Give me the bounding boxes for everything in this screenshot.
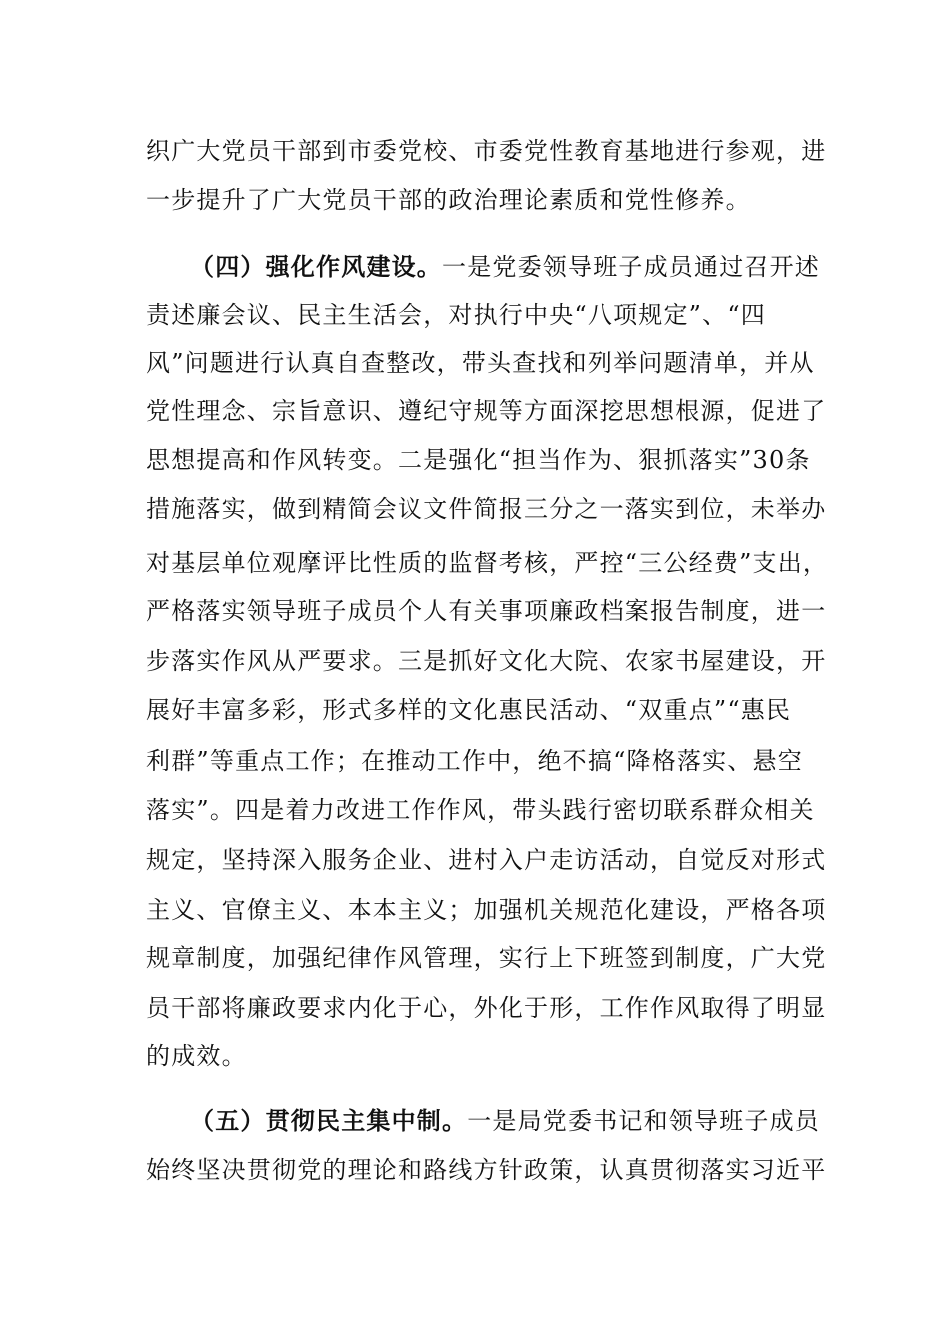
line-text: 织广大党员干部到市委党校、市委党性教育基地进行参观，进 <box>146 137 827 165</box>
paragraph-line <box>146 641 827 681</box>
line-text: 责述廉会议、民主生活会，对执行中央“八项规定”、“四 <box>146 301 767 329</box>
paragraph-line <box>146 440 811 480</box>
paragraph-line <box>146 790 815 830</box>
line-text: 思想提高和作风转变。二是强化“担当作为、狠抓落实”30条 <box>146 446 811 474</box>
paragraph-line <box>146 180 802 220</box>
section-five-first-line <box>190 1101 821 1141</box>
line-text: 对基层单位观摩评比性质的监督考核，严控“三公经费”支出， <box>146 549 829 577</box>
line-text: 落实”。四是着力改进工作作风，带头践行密切联系群众相关 <box>146 796 815 824</box>
paragraph-line <box>146 591 827 631</box>
section-four-first-line <box>190 247 820 287</box>
line-text: 主义、官僚主义、本本主义；加强机关规范化建设，严格各项 <box>146 896 827 924</box>
line-text: 措施落实，做到精简会议文件简报三分之一落实到位，未举办 <box>146 495 827 523</box>
paragraph-line <box>146 1036 802 1076</box>
paragraph-line <box>146 343 815 383</box>
line-text: 的成效。 <box>146 1042 247 1070</box>
paragraph-line <box>146 131 827 171</box>
line-text: 员干部将廉政要求内化于心，外化于形，工作作风取得了明显 <box>146 994 827 1022</box>
paragraph-line <box>146 988 827 1028</box>
paragraph-line <box>146 489 827 529</box>
line-text: 步落实作风从严要求。三是抓好文化大院、农家书屋建设，开 <box>146 647 827 675</box>
line-text: 严格落实领导班子成员个人有关事项廉政档案报告制度，进一 <box>146 597 827 625</box>
line-text: 一步提升了广大党员干部的政治理论素质和党性修养。 <box>146 186 751 214</box>
line-text: 党性理念、宗旨意识、遵纪守规等方面深挖思想根源，促进了 <box>146 397 827 425</box>
line-text: 一是党委领导班子成员通过召开述 <box>442 253 820 281</box>
section-heading: （五）贯彻民主集中制。 <box>190 1106 468 1135</box>
line-text: 风”问题进行认真自查整改，带头查找和列举问题清单，并从 <box>146 349 815 377</box>
line-text: 始终坚决贯彻党的理论和路线方针政策，认真贯彻落实习近平 <box>146 1156 827 1184</box>
paragraph-line <box>146 938 827 978</box>
paragraph-line <box>146 690 802 730</box>
paragraph-line <box>146 890 827 930</box>
paragraph-line <box>146 1150 827 1190</box>
section-heading: （四）强化作风建设。 <box>190 252 442 281</box>
paragraph-line <box>146 295 802 335</box>
line-text: 利群”等重点工作；在推动工作中，绝不搞“降格落实、悬空 <box>146 747 803 775</box>
paragraph-line <box>146 543 829 583</box>
line-text: 一是局党委书记和领导班子成员 <box>467 1107 821 1135</box>
line-text: 展好丰富多彩，形式多样的文化惠民活动、“双重点”“惠民 <box>146 696 792 724</box>
line-text: 规定，坚持深入服务企业、进村入户走访活动，自觉反对形式 <box>146 846 827 874</box>
paragraph-line <box>146 741 802 781</box>
paragraph-line <box>146 391 827 431</box>
line-text: 规章制度，加强纪律作风管理，实行上下班签到制度，广大党 <box>146 944 827 972</box>
paragraph-line <box>146 840 827 880</box>
